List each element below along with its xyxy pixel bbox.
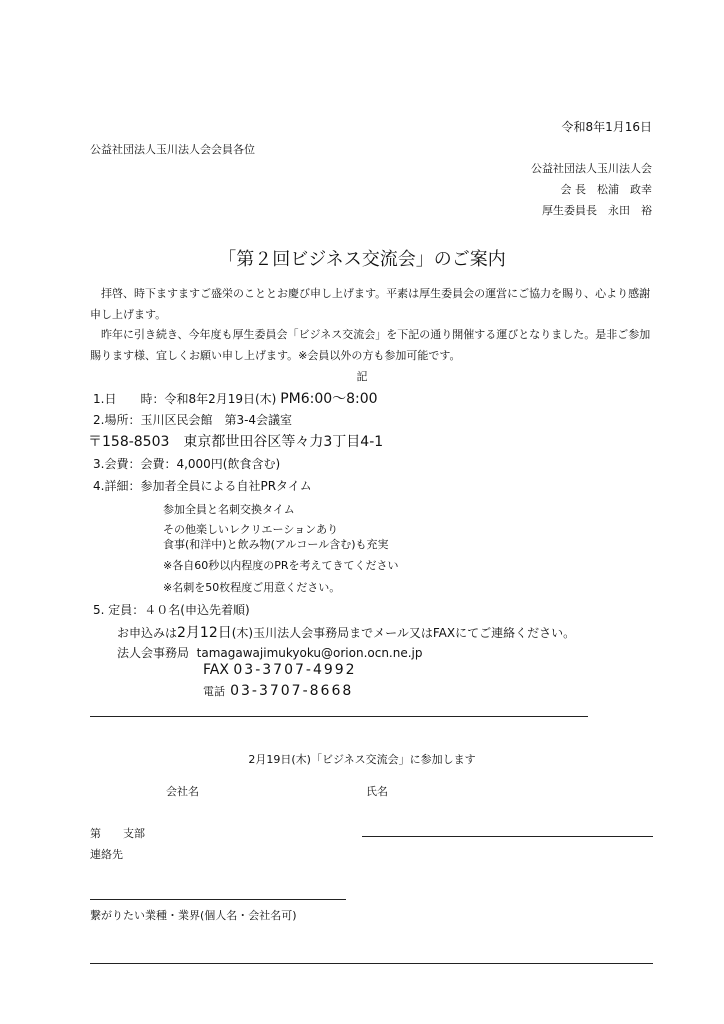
detail-content-label: 4.詳細: [93, 479, 129, 493]
name-input-line[interactable]: [362, 836, 653, 837]
detail-item: 参加全員と名刺交換タイム: [163, 503, 295, 516]
document-date: 令和8年1月16日: [561, 120, 652, 134]
office-contact-row: [117, 644, 423, 661]
branch-label: 第 支部: [90, 827, 145, 840]
fax-number: 03-3707-4992: [233, 662, 357, 678]
detail-item: 食事(和洋中)と飲み物(アルコール含む)も充実: [163, 538, 389, 551]
form-heading: 2月19日(木)「ビジネス交流会」に参加します: [248, 753, 476, 766]
sender-committee-chair: 厚生委員長 永田 裕: [542, 204, 652, 217]
industry-input-line[interactable]: [90, 963, 653, 964]
detail-item: ※各自60秒以内程度のPRを考えてきてください: [163, 559, 399, 572]
application-text-prefix: お申込みは: [117, 626, 178, 640]
detail-date-label: 1.日 時: [93, 392, 153, 406]
detail-fee-value: ：会費：4,000円(飲食含む): [128, 457, 281, 471]
sender-organization: 公益社団法人玉川法人会: [531, 162, 652, 175]
office-email: tamagawajimukyoku@orion.ocn.ne.jp: [196, 646, 423, 660]
tel-label: 電話: [203, 685, 225, 698]
application-text-suffix: (木)玉川法人会事務局までメール又はFAXにてご連絡ください。: [231, 626, 576, 640]
detail-date-time: PM6:00～8:00: [280, 391, 378, 407]
contact-label: 連絡先: [90, 848, 123, 861]
greeting-paragraph: 拝啓、時下ますますご盛栄のこととお慶び申し上げます。平素は厚生委員会の運営にご協力を賜り、心より感謝申し上げます。: [90, 287, 651, 321]
sender-president: 会 長 松浦 政幸: [560, 183, 652, 196]
detail-fee-row: [93, 455, 280, 472]
office-label: 法人会事務局: [117, 646, 190, 660]
person-name-label: 氏名: [366, 785, 388, 798]
detail-date-value: ：令和8年2月19日(木): [152, 392, 277, 406]
fax-row: [203, 662, 357, 678]
contact-input-line[interactable]: [90, 899, 346, 900]
detail-fee-label: 3.会費: [93, 457, 129, 471]
company-name-label: 会社名: [166, 785, 199, 798]
invitation-paragraph: 昨年に引き続き、今年度も厚生委員会「ビジネス交流会」を下記の通り開催する運びとなりました。是非ご参加賜ります様、宜しくお願い申し上げます。※会員以外の方も参加可能です。: [90, 328, 651, 362]
page-title: 「第２回ビジネス交流会」のご案内: [218, 249, 506, 270]
section-divider: [90, 716, 588, 717]
detail-place-value: ：玉川区民会館 第3-4会議室: [128, 413, 293, 427]
industry-label: 繋がりたい業種・業界(個人名・会社名可): [90, 909, 297, 922]
application-instructions: [117, 622, 575, 642]
detail-place-label: 2.場所: [93, 413, 129, 427]
detail-content-value: ：参加者全員による自社PRタイム: [128, 479, 312, 493]
addressee: 公益社団法人玉川法人会会員各位: [90, 143, 255, 156]
tel-number: 03-3707-8668: [230, 683, 354, 699]
detail-content-row: [93, 477, 312, 494]
application-deadline: 2月12日: [177, 625, 232, 641]
detail-item: ※名刺を50枚程度ご用意ください。: [163, 581, 341, 594]
detail-item: その他楽しいレクリエーションあり: [163, 523, 339, 536]
tel-row: [203, 680, 353, 699]
detail-capacity: 5. 定員：４０名(申込先着順): [93, 603, 250, 617]
detail-address: 〒158-8503 東京都世田谷区等々力3丁目4-1: [88, 434, 384, 450]
fax-label: FAX: [203, 662, 229, 678]
detail-date-row: [93, 388, 378, 408]
ki-marker: 記: [356, 370, 368, 383]
detail-place-row: [93, 411, 292, 428]
